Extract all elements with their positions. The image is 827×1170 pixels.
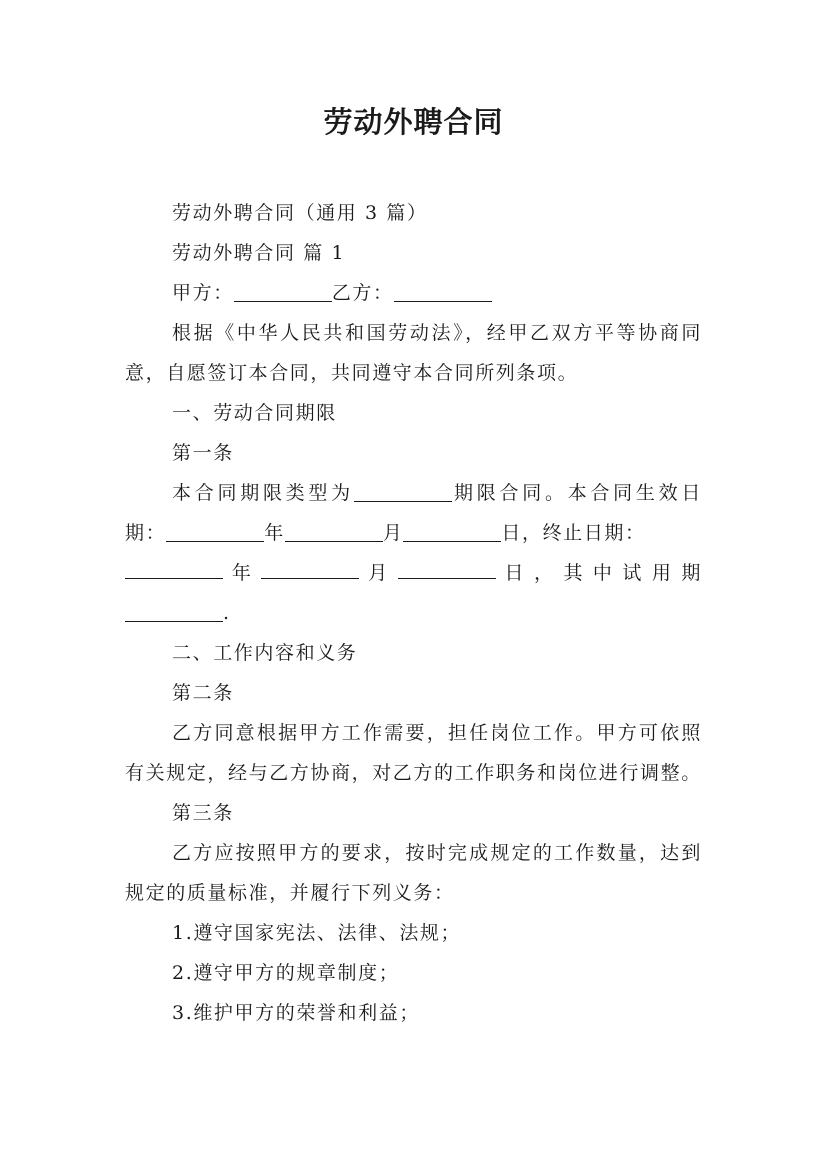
- parties-line: [125, 273, 702, 313]
- probation-line: [125, 593, 702, 633]
- term-prefix: 本合同期限类型为: [172, 482, 354, 504]
- start-month-label: 月: [382, 522, 404, 544]
- document-subtitle: 劳动外聘合同（通用 3 篇）: [172, 202, 428, 224]
- probation-word-3: 试: [622, 562, 643, 584]
- start-month-blank: [285, 521, 383, 542]
- probation-word-4: 用: [651, 562, 673, 584]
- party-b-label: 乙方：: [331, 282, 394, 304]
- start-year-blank: [166, 521, 264, 542]
- party-a-blank: [234, 281, 332, 302]
- end-date-label: 日，终止日期：: [501, 522, 646, 544]
- clause-1-heading: 第一条: [172, 442, 234, 464]
- date-start-label: 期：: [125, 522, 167, 544]
- clause-2-text: 乙方同意根据甲方工作需要，担任岗位工作。甲方可依照有关规定，经与乙方协商，对乙方的工作职务和岗位进行调整。: [125, 722, 702, 784]
- end-year-label: 年: [231, 562, 253, 584]
- contract-term-paragraph: [125, 473, 702, 553]
- term-type-blank: [354, 481, 452, 502]
- duty-item-2: 2.遵守甲方的规章制度；: [172, 962, 400, 984]
- intro-paragraph: 根据《中华人民共和国劳动法》，经甲乙双方平等协商同意，自愿签订本合同，共同遵守本合同所列条项。: [125, 322, 702, 384]
- end-day-label: 日: [504, 562, 526, 584]
- probation-period: .: [223, 602, 231, 624]
- party-b-blank: [394, 281, 492, 302]
- probation-word-2: 中: [592, 562, 614, 584]
- end-month-label: 月: [368, 562, 389, 584]
- duty-item-3: 3.维护甲方的荣誉和利益；: [172, 1002, 420, 1024]
- article-heading: 劳动外聘合同 篇 1: [172, 242, 346, 264]
- section-1-heading: 一、劳动合同期限: [172, 402, 337, 424]
- clause-3-text: 乙方应按照甲方的要求，按时完成规定的工作数量，达到规定的质量标准，并履行下列义务：: [125, 842, 702, 904]
- clause-3-heading: 第三条: [172, 802, 234, 824]
- end-year-blank: [125, 558, 223, 579]
- document-title: 劳动外聘合同: [323, 105, 504, 139]
- end-day-blank: [398, 558, 496, 579]
- end-date-line: [125, 553, 702, 593]
- comma: ，: [533, 562, 555, 584]
- duty-item-1: 1.遵守国家宪法、法律、法规；: [172, 922, 462, 944]
- document-body: [125, 193, 702, 1033]
- start-day-blank: [403, 521, 501, 542]
- probation-blank: [125, 601, 223, 622]
- section-2-heading: 二、工作内容和义务: [172, 642, 358, 664]
- clause-2-heading: 第二条: [172, 682, 234, 704]
- probation-word-1: 其: [563, 562, 585, 584]
- end-month-blank: [261, 558, 359, 579]
- term-suffix: 期限合同。本合同生效日: [451, 482, 702, 504]
- party-a-label: 甲方：: [172, 282, 234, 304]
- probation-word-5: 期: [681, 562, 702, 584]
- start-year-label: 年: [264, 522, 285, 544]
